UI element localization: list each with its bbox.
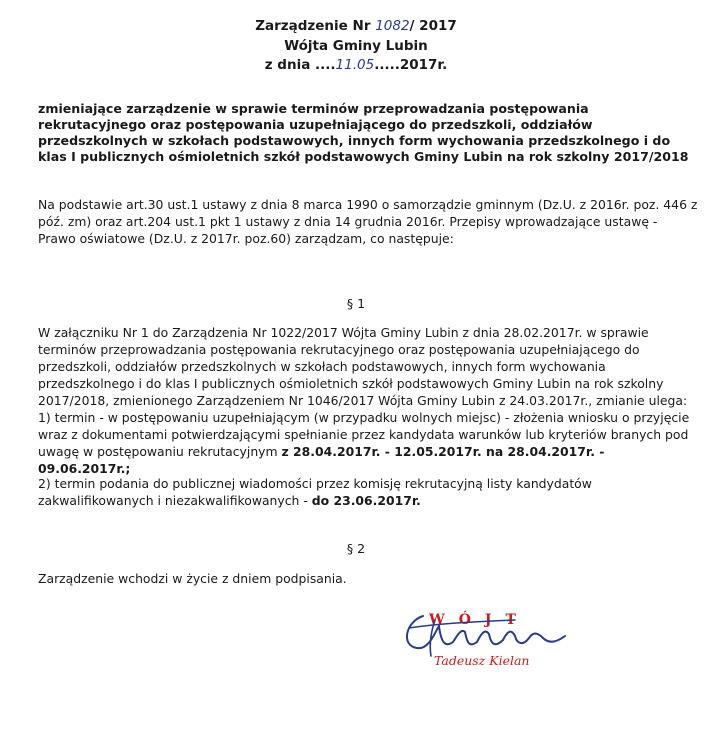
section-1-title: § 1 bbox=[346, 296, 366, 311]
section-2-text: Zarządzenie wchodzi w życie z dniem podpisania. bbox=[38, 571, 347, 586]
order-number-suffix: / 2017 bbox=[409, 18, 457, 34]
date-line bbox=[0, 57, 712, 73]
document-subject: zmieniające zarządzenie w sprawie terminów przeprowadzania postępowania rekrutacyjnego oraz postępowania uzupełniającego do przedszkoli, oddziałów przedszkolnych w szkołach podstawowych, innych form wychowania przedszkolnego i do klas I publicznych ośmioletnich szkół podstawowych Gminy Lubin na rok szkolny 2017/2018 bbox=[38, 101, 689, 164]
item-2-text: 2) termin podania do publicznej wiadomości przez komisję rekrutacyjną listy kandydatów zakwalifikowanych i niezakwalifikowanych - bbox=[38, 476, 592, 508]
legal-basis-preamble: Na podstawie art.30 ust.1 ustawy z dnia 8 marca 1990 o samorządzie gminnym (Dz.U. z 2016r. poz. 446 z póź. zm) oraz art.204 ust.1 pkt 1 ustawy z dnia 14 grudnia 2016r. Przepisy wprowadzające ustawę - Prawo oświatowe (Dz.U. z 2017r. poz.60) zarządzam, co następuje: bbox=[38, 197, 698, 246]
date-suffix: .....2017r. bbox=[374, 57, 448, 73]
handwritten-order-number: 1082 bbox=[375, 18, 410, 34]
issuer-line: Wójta Gminy Lubin bbox=[284, 38, 428, 54]
handwritten-date: 11.05 bbox=[335, 57, 375, 73]
section-1-intro: W załączniku Nr 1 do Zarządzenia Nr 1022/2017 Wójta Gminy Lubin z dnia 28.02.2017r. w sprawie terminów przeprowadzania postępowania rekrutacyjnego oraz postępowania uzupełniającego do przedszkoli, oddziałów przedszkolnych w szkołach podstawowych, innych form wychowania przedszkolnego i do klas I publicznych ośmioletnich szkół podstawowych Gminy Lubin na rok szkolny 2017/2018, zmienionego Zarządzeniem Nr 1046/2017 Wójta Gminy Lubin z 24.03.2017r., zmianie ulega: bbox=[38, 325, 688, 408]
order-number-prefix: Zarządzenie Nr bbox=[255, 18, 376, 34]
stamp-title: WÓJT bbox=[429, 612, 530, 628]
stamp-name: Tadeusz Kielan bbox=[434, 653, 530, 668]
date-prefix: z dnia .... bbox=[264, 57, 336, 73]
section-2-title: § 2 bbox=[346, 541, 366, 556]
item-1-dates: z 28.04.2017r. - 12.05.2017r. na 28.04.2017r. - 09.06.2017r.; bbox=[38, 444, 605, 476]
section-1-item-2 bbox=[38, 475, 698, 509]
item-1-text: 1) termin - w postępowaniu uzupełniającym (w przypadku wolnych miejsc) - złożenia wniosku o przyjęcie wraz z dokumentami potwierdzającymi spełnianie przez kandydata warunków lub kryteriów branych pod uwagę w postępowaniu rekrutacyjnym bbox=[38, 410, 690, 459]
order-number-line bbox=[0, 18, 712, 34]
handwritten-signature bbox=[395, 598, 575, 678]
item-2-date: do 23.06.2017r. bbox=[311, 493, 421, 508]
section-1-item-1 bbox=[38, 409, 698, 477]
